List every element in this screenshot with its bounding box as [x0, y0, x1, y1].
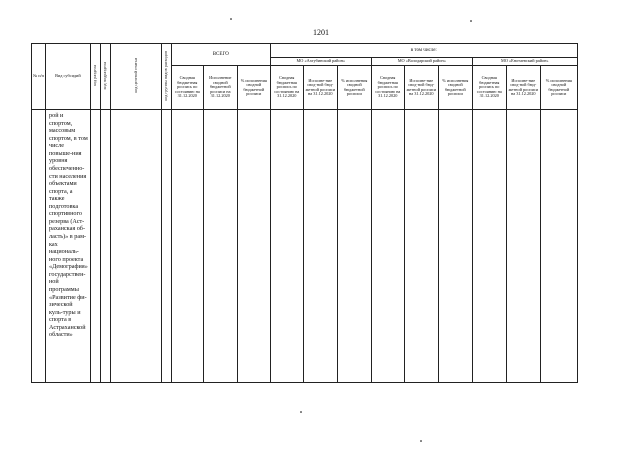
celevaya-cell — [110, 110, 161, 383]
value-cell — [337, 110, 371, 383]
vsego-exec-header: Исполнение сводной бюджетной росписи на 31.12.2020 — [203, 66, 237, 110]
col-vidrashod-header: код группы видов расходов — [161, 44, 171, 110]
value-cell — [371, 110, 404, 383]
district-header-enotaevsky: МО «Енотаевский район» — [472, 58, 577, 66]
value-cell — [171, 110, 203, 383]
scan-speck — [300, 411, 302, 413]
value-cell — [438, 110, 472, 383]
col-num-header: № п/п — [32, 44, 46, 110]
value-cell — [303, 110, 337, 383]
district-header-volodarsky: МО «Володарский район» — [371, 58, 472, 66]
col-razdel-header: код раздела — [90, 44, 100, 110]
enot-budget-header: Сводная бюджетная роспись по состоянию на 31.12.2020 — [472, 66, 506, 110]
enot-exec-header: Исполне-ние свод-ной бюд-жетной росписи на 31.12.2020 — [506, 66, 540, 110]
budget-table — [31, 43, 578, 383]
value-cell — [540, 110, 577, 383]
col-podrazdel-header: код подраздела — [100, 44, 110, 110]
value-cell — [472, 110, 506, 383]
volod-pct-header: % исполнения сводной бюджетной росписи — [438, 66, 472, 110]
value-cell — [404, 110, 438, 383]
value-cell — [506, 110, 540, 383]
vsego-budget-header: Сводная бюджетная роспись по состоянию на 31.12.2020 — [171, 66, 203, 110]
vsego-pct-header: % исполнения сводной бюджетной росписи — [237, 66, 270, 110]
value-cell — [237, 110, 270, 383]
row-num-cell — [32, 110, 46, 383]
scan-speck — [230, 18, 232, 20]
vsego-header: ВСЕГО — [171, 44, 270, 66]
value-cell — [270, 110, 303, 383]
v-tom-chisle-header: в том числе: — [270, 44, 577, 58]
podrazdel-cell — [100, 110, 110, 383]
col-celevaya-header: код целевой статьи — [110, 44, 161, 110]
col-subsidy-header: Вид субсидий — [46, 44, 91, 110]
volod-budget-header: Сводная бюджетная роспись по состоянию на 31.12.2020 — [371, 66, 404, 110]
enot-pct-header: % исполнения сводной бюджетной росписи — [540, 66, 577, 110]
akht-budget-header: Сводная бюджетная роспись по состоянию на 31.12.2020 — [270, 66, 303, 110]
scan-speck — [420, 440, 422, 442]
page-number: 1201 — [313, 28, 329, 37]
akht-exec-header: Исполне-ние свод-ной бюд-жетной росписи на 31.12.2020 — [303, 66, 337, 110]
razdel-cell — [90, 110, 100, 383]
value-cell — [203, 110, 237, 383]
district-header-akhtubinsky: МО «Ахтубинский район» — [270, 58, 371, 66]
volod-exec-header: Исполне-ние свод-ной бюд-жетной росписи на 31.12.2020 — [404, 66, 438, 110]
subsidy-description-cell: рой и спортом, массовым спортом, в том числе повыше-ния уровня обеспеченно-сти населения объектами спорта, а также подготовка спортивного резерва (Аст-раханская об-ласть)» в рам-ках националь-ного проекта «Демография» государствен-ной программы «Развитие фи-зической куль-туры и спорта в Астраханской области» — [46, 110, 91, 383]
scan-speck — [470, 20, 472, 22]
akht-pct-header: % исполнения сводной бюджетной росписи — [337, 66, 371, 110]
vidrashod-cell — [161, 110, 171, 383]
